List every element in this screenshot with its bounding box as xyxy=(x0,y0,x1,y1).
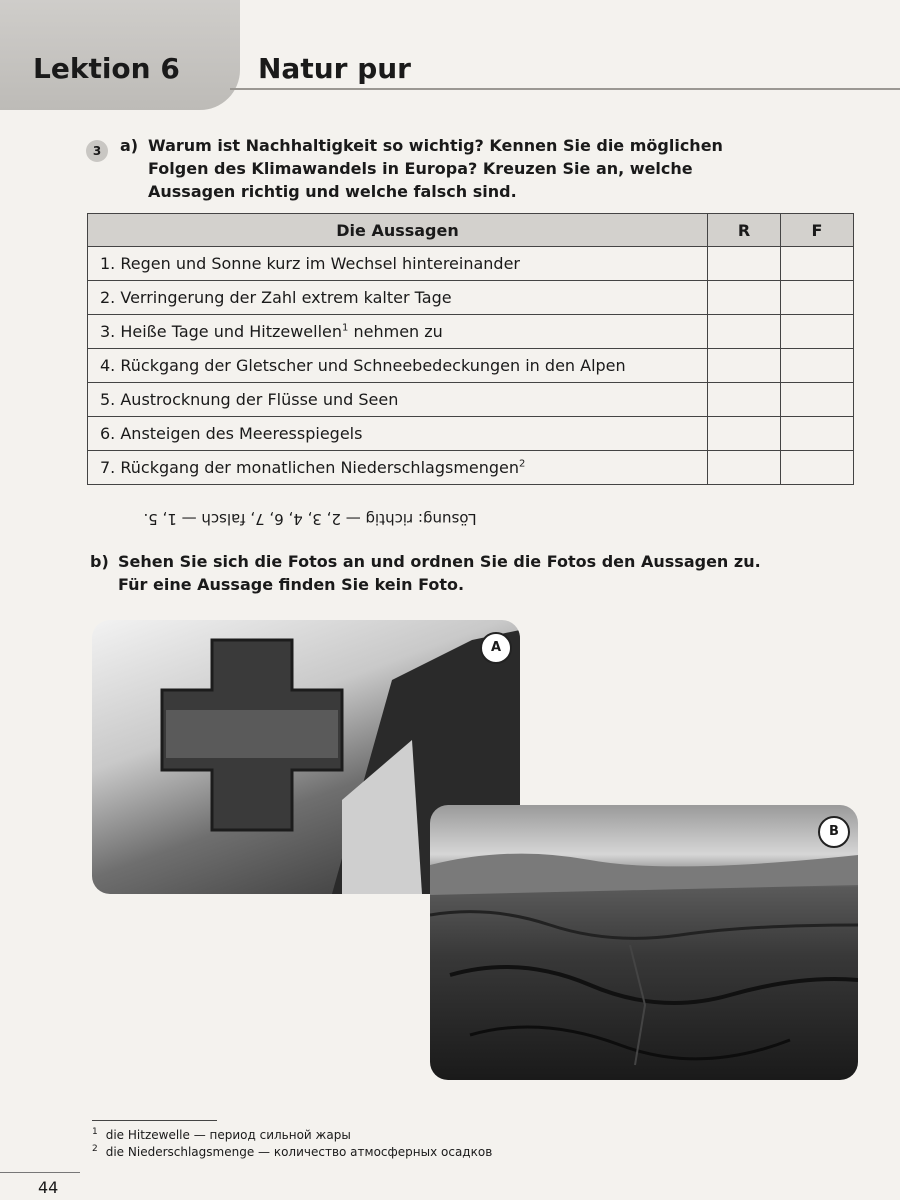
checkbox-r[interactable] xyxy=(708,315,781,349)
table-row xyxy=(88,247,854,281)
task-b xyxy=(90,550,770,594)
statements-table xyxy=(87,213,854,485)
statement-cell: 1. Regen und Sonne kurz im Wechsel hintereinander xyxy=(88,247,708,281)
header-rule xyxy=(230,88,900,90)
statement-cell: 2. Verringerung der Zahl extrem kalter Tage xyxy=(88,281,708,315)
checkbox-f[interactable] xyxy=(781,247,854,281)
checkbox-r[interactable] xyxy=(708,281,781,315)
task-a-text: Warum ist Nachhaltigkeit so wichtig? Kennen Sie die möglichen Folgen des Klimawandels in Europa? Kreuzen Sie an, welche Aussagen richtig und welche falsch sind. xyxy=(148,136,723,201)
checkbox-f[interactable] xyxy=(781,383,854,417)
answer-key-upside-down: Lösung: richtig — 2, 3, 4, 6, 7, falsch — 1, 5. xyxy=(143,510,477,528)
table-header-r: R xyxy=(708,214,781,247)
checkbox-f[interactable] xyxy=(781,349,854,383)
footnote-2: $^2$ die Niederschlagsmenge — количество атмосферных осадков xyxy=(92,1144,493,1159)
checkbox-f[interactable] xyxy=(781,417,854,451)
checkbox-r[interactable] xyxy=(708,417,781,451)
checkbox-r[interactable] xyxy=(708,349,781,383)
table-header-statements: Die Aussagen xyxy=(88,214,708,247)
table-row xyxy=(88,417,854,451)
footnote-ref: 1 xyxy=(342,322,349,334)
task-b-letter: b) xyxy=(90,552,109,571)
statement-cell: 4. Rückgang der Gletscher und Schneebedeckungen in den Alpen xyxy=(88,349,708,383)
checkbox-r[interactable] xyxy=(708,247,781,281)
lesson-title: Lektion 6 xyxy=(33,52,180,85)
table-row xyxy=(88,281,854,315)
checkbox-r[interactable] xyxy=(708,451,781,485)
task-a-letter: a) xyxy=(120,136,139,155)
table-row xyxy=(88,349,854,383)
checkbox-r[interactable] xyxy=(708,383,781,417)
footnote-ref: 2 xyxy=(519,458,526,470)
page-number-rule xyxy=(0,1172,80,1173)
task-b-text: Sehen Sie sich die Fotos an und ordnen Sie die Fotos den Aussagen zu. Für eine Aussage finden Sie kein Foto. xyxy=(118,552,761,594)
topic-title: Natur pur xyxy=(258,52,411,85)
table-header-f: F xyxy=(781,214,854,247)
exercise-number: 3 xyxy=(86,140,108,162)
photo-b-badge: B xyxy=(818,816,850,848)
footnote-rule xyxy=(92,1120,217,1121)
table-row xyxy=(88,383,854,417)
task-a xyxy=(120,134,760,201)
page-number: 44 xyxy=(38,1178,59,1197)
photo-a-badge: A xyxy=(480,632,512,664)
statement-cell: 6. Ansteigen des Meeresspiegels xyxy=(88,417,708,451)
table-row xyxy=(88,451,854,485)
checkbox-f[interactable] xyxy=(781,315,854,349)
statement-cell: 3. Heiße Tage und Hitzewellen$^1$ nehmen zu xyxy=(88,315,708,349)
statement-cell: 7. Rückgang der monatlichen Niederschlagsmengen$^2$ xyxy=(88,451,708,485)
photo-dry-riverbed xyxy=(430,805,858,1080)
statement-cell: 5. Austrocknung der Flüsse und Seen xyxy=(88,383,708,417)
checkbox-f[interactable] xyxy=(781,451,854,485)
footnote-1: $^1$ die Hitzewelle — период сильной жары xyxy=(92,1127,351,1142)
table-header-row xyxy=(88,214,854,247)
photo-b-illustration xyxy=(430,805,858,1080)
checkbox-f[interactable] xyxy=(781,281,854,315)
table-row xyxy=(88,315,854,349)
